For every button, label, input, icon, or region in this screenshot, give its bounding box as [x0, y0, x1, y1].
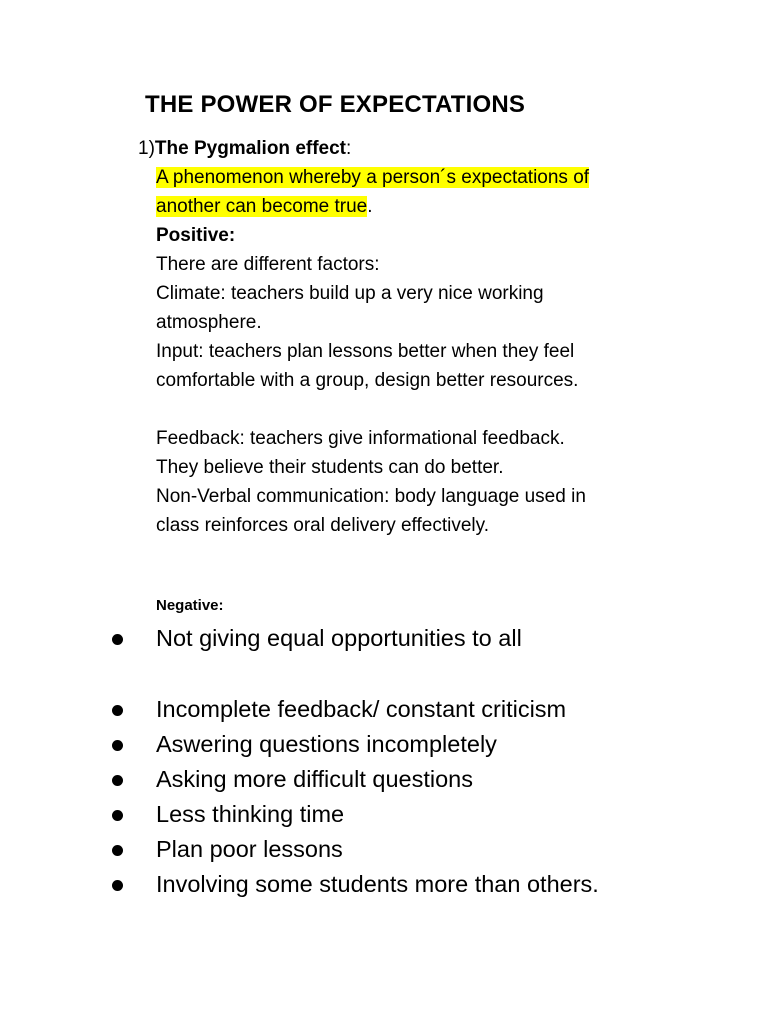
- section-number: 1): [138, 138, 155, 159]
- definition-line: [156, 163, 698, 192]
- pygmalion-section: [138, 134, 698, 540]
- body-line: They believe their students can do better.: [156, 457, 504, 478]
- list-item: [0, 762, 768, 797]
- bullet-icon: [112, 775, 123, 786]
- bullet-icon: [112, 880, 123, 891]
- bullet-icon: [112, 634, 123, 645]
- section-body: [156, 163, 698, 540]
- bullet-icon: [112, 740, 123, 751]
- section-heading-text: The Pygmalion effect: [154, 138, 347, 159]
- list-item: [0, 867, 768, 902]
- body-line: atmosphere.: [156, 312, 262, 333]
- body-line: comfortable with a group, design better resources.: [156, 370, 579, 391]
- list-item: [0, 832, 768, 867]
- body-line: Climate: teachers build up a very nice working: [156, 283, 544, 304]
- definition-period: .: [367, 196, 373, 217]
- section-heading-colon: :: [346, 138, 352, 159]
- section-heading: [138, 134, 698, 163]
- bullet-icon: [112, 705, 123, 716]
- body-line: class reinforces oral delivery effectively.: [156, 515, 489, 536]
- negative-label: Negative:: [156, 597, 224, 614]
- list-item-text: Asking more difficult questions: [156, 766, 473, 792]
- body-line: Feedback: teachers give informational feedback.: [156, 428, 565, 449]
- list-item-text: Involving some students more than others.: [156, 871, 599, 897]
- body-line: [156, 395, 698, 424]
- list-item-text: Incomplete feedback/ constant criticism: [156, 696, 567, 722]
- list-item-text: Less thinking time: [156, 801, 345, 827]
- bullet-icon: [112, 845, 123, 856]
- list-item: [0, 797, 768, 832]
- positive-label: Positive:: [156, 225, 236, 246]
- highlighted-definition-1: A phenomenon whereby a person´s expectations of: [156, 167, 590, 188]
- list-item-text: Aswering questions incompletely: [156, 731, 497, 757]
- bullet-icon: [112, 810, 123, 821]
- body-line: There are different factors:: [156, 254, 380, 275]
- body-line: Input: teachers plan lessons better when they feel: [156, 341, 575, 362]
- page-title: THE POWER OF EXPECTATIONS: [145, 91, 526, 118]
- body-line: Non-Verbal communication: body language used in: [156, 486, 586, 507]
- list-item: [0, 727, 768, 762]
- list-item: [0, 621, 768, 656]
- list-item: [0, 692, 768, 727]
- list-item-text: Not giving equal opportunities to all: [156, 625, 522, 651]
- definition-line: [156, 192, 698, 221]
- highlighted-definition-2: another can become true: [156, 196, 368, 217]
- list-item-text: Plan poor lessons: [156, 836, 343, 862]
